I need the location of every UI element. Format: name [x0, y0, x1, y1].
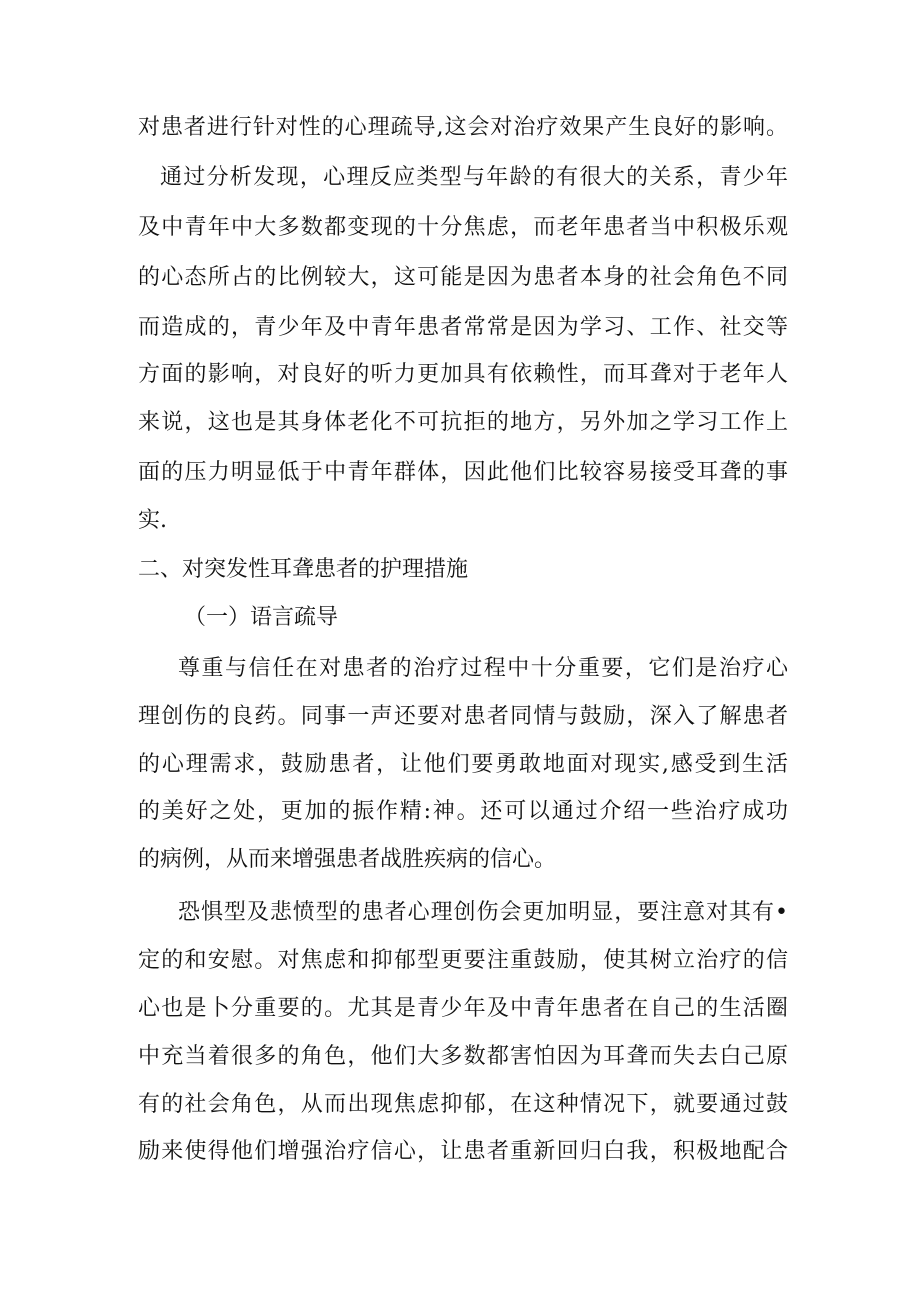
paragraph-line: 来说，这也是其身体老化不可抗拒的地方，另外加之学习工作上	[138, 410, 788, 435]
paragraph-line: 面的压力明显低于中青年群体，因此他们比较容易接受耳聋的事	[138, 460, 788, 485]
paragraph-line: 及中青年中大多数都变现的十分焦虑，而老年患者当中积极乐观	[138, 215, 788, 240]
paragraph-line: 理创伤的良药。同事一声还要对患者同情与鼓励，深入了解患者	[138, 704, 788, 729]
paragraph-line: 的心态所占的比例较大，这可能是因为患者本身的社会角色不同	[138, 265, 788, 290]
paragraph-line: 方面的影响，对良好的听力更加具有依赖性，而耳聋对于老年人	[138, 362, 788, 387]
paragraph-line: 有的社会角色，从而出现焦虑抑郁，在这种情况下，就要通过鼓	[138, 1092, 788, 1117]
paragraph-line: 心也是卜分重要的。尤其是青少年及中青年患者在自己的生活圈	[138, 996, 788, 1021]
paragraph-line: 通过分析发现，心理反应类型与年龄的有很大的关系，青少年	[160, 165, 788, 190]
paragraph-line: 的美好之处，更加的振作精:神。还可以通过介绍一些治疗成功	[138, 799, 788, 824]
paragraph-line: 的病例，从而来增强患者战胜疾病的信心。	[138, 847, 557, 872]
paragraph-line: 励来使得他们增强治疗信心，让患者重新回归白我，积极地配合	[138, 1139, 788, 1164]
paragraph-line: 对患者进行针对性的心理疏导,这会对治疗效果产生良好的影响。	[138, 115, 788, 140]
paragraph-line: 定的和安慰。对焦虑和抑郁型更要注重鼓励，使其树立治疗的信	[138, 948, 788, 973]
paragraph-line: 的心理需求，鼓励患者，让他们要勇敢地面对现实,感受到生活	[138, 752, 788, 777]
paragraph-line: 而造成的，青少年及中青年患者常常是因为学习、工作、社交等	[138, 315, 788, 340]
section-heading: 二、对突发性耳聋患者的护理措施	[138, 557, 469, 582]
paragraph-line: 恐惧型及悲愤型的患者心理创伤会更加明显，要注意对其有•	[178, 900, 788, 925]
paragraph-line: 实.	[138, 508, 167, 533]
paragraph-line: 尊重与信任在对患者的治疗过程中十分重要，它们是治疗心	[178, 656, 788, 681]
paragraph-line: 中充当着很多的角色，他们大多数都害怕因为耳聋而失去白己原	[138, 1044, 788, 1069]
subsection-heading: （一）语言疏导	[184, 605, 339, 630]
